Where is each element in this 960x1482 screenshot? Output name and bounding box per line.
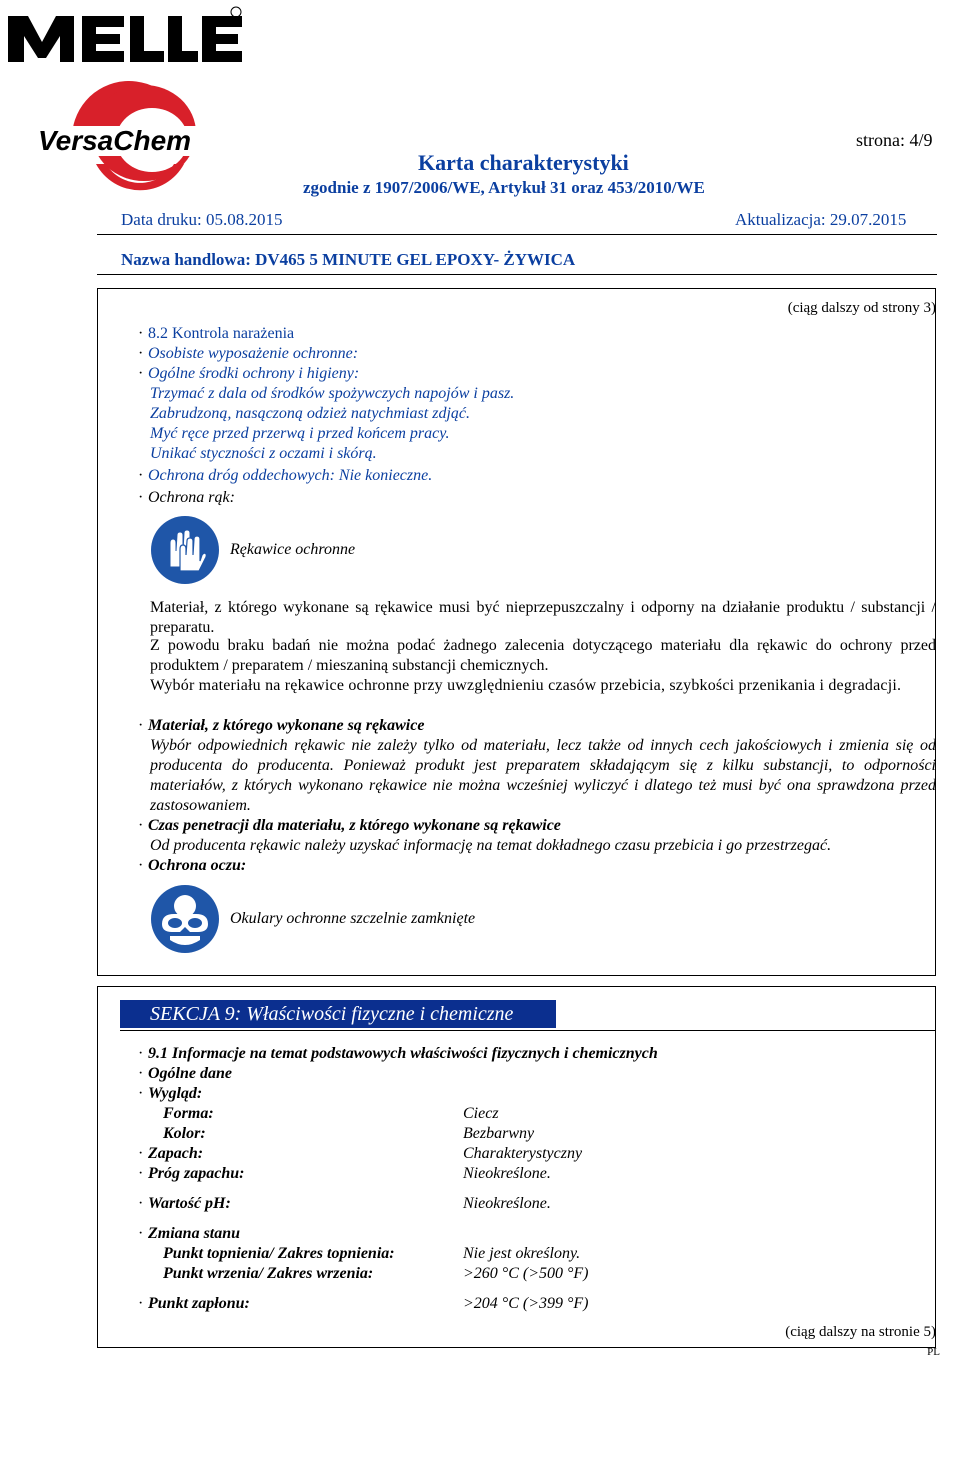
glove-material-label: · Materiał, z którego wykonane są rękawice xyxy=(138,717,425,734)
flash-point-label: · Punkt zapłonu: xyxy=(138,1295,250,1312)
glove-material-paragraph: Wybór odpowiednich rękawic nie zależy tylko od materiału, lecz także od innych cech jakościowych i zmienia się od producenta do producenta. Ponieważ produkt jest preparatem składającym się z kilku substancji, to odporności materiałów, z których wykonano rękawice nie można wcześniej wyliczyć i dlatego też musi być ona sprawdzona przed zastosowaniem. xyxy=(150,737,936,814)
flash-point-value: >204 °C (>399 °F) xyxy=(463,1295,589,1312)
hygiene-line: Trzymać z dala od środków spożywczych napojów i pasz. xyxy=(150,385,515,402)
goggles-label: Okulary ochronne szczelnie zamknięte xyxy=(230,910,476,927)
hygiene-line: Unikać styczności z oczami i skórą. xyxy=(150,445,377,462)
odour-label: · Zapach: xyxy=(138,1145,204,1162)
document-subtitle: zgodnie z 1907/2006/WE, Artykuł 31 oraz 453/2010/WE xyxy=(303,178,705,197)
section-9-divider xyxy=(120,1030,936,1031)
hygiene-heading: · Ogólne środki ochrony i higieny: xyxy=(138,365,360,382)
state-change-label: · Zmiana stanu xyxy=(138,1225,241,1242)
hand-paragraph: Wybór materiału na rękawice ochronne przy uwzględnieniu czasów przebicia, szybkości przenikania i degradacji. xyxy=(150,677,902,694)
form-value: Ciecz xyxy=(463,1105,499,1122)
exposure-heading: · 8.2 Kontrola narażenia xyxy=(138,325,295,342)
melle-logo xyxy=(8,6,243,64)
respiratory-protection: · Ochrona dróg oddechowych: Nie konieczne. xyxy=(138,467,433,484)
boiling-label: Punkt wrzenia/ Zakres wrzenia: xyxy=(163,1265,374,1282)
versachem-logo xyxy=(34,78,214,198)
appearance-label: · Wygląd: xyxy=(138,1085,203,1102)
ppe-heading: · Osobiste wyposażenie ochronne: xyxy=(138,345,359,362)
hygiene-line: Zabrudzoną, nasączoną odzież natychmiast zdjąć. xyxy=(150,405,470,422)
trade-name-divider xyxy=(97,274,937,275)
color-value: Bezbarwny xyxy=(463,1125,535,1142)
update-date: Aktualizacja: 29.07.2015 xyxy=(735,210,907,229)
penetration-label: · Czas penetracji dla materiału, z którego wykonane są rękawice xyxy=(138,817,561,834)
trade-name: Nazwa handlowa: DV465 5 MINUTE GEL EPOXY- ŻYWICA xyxy=(121,250,576,269)
svg-text:VersaChem: VersaChem xyxy=(38,125,192,156)
eye-protection-label: · Ochrona oczu: xyxy=(138,857,247,874)
boiling-value: >260 °C (>500 °F) xyxy=(463,1265,589,1282)
document-title: Karta charakterystyki xyxy=(418,150,629,175)
gloves-icon xyxy=(150,515,220,585)
odour-threshold-label: · Próg zapachu: xyxy=(138,1165,245,1182)
odour-threshold-value: Nieokreślone. xyxy=(463,1165,551,1182)
hand-paragraph: Z powodu braku badań nie można podać żadnego zalecenia dotyczącego materiału dla rękawic do ochrony przed produktem / preparatem / mieszaniną substancji chemicznych. xyxy=(150,637,936,674)
color-label: Kolor: xyxy=(163,1125,206,1142)
section-9-title: SEKCJA 9: Właściwości fizyczne i chemiczne xyxy=(150,1003,514,1025)
hygiene-line: Myć ręce przed przerwą i przed końcem pracy. xyxy=(150,425,450,442)
melting-label: Punkt topnienia/ Zakres topnienia: xyxy=(163,1245,395,1262)
hand-protection-label: · Ochrona rąk: xyxy=(138,489,235,506)
gloves-label: Rękawice ochronne xyxy=(230,541,356,558)
continued-to: (ciąg dalszy na stronie 5) xyxy=(785,1324,936,1340)
hand-paragraph: Materiał, z którego wykonane są rękawice musi być nieprzepuszczalny i odporny na działanie produktu / substancji / preparatu. xyxy=(150,599,936,636)
ph-label: · Wartość pH: xyxy=(138,1195,231,1212)
properties-heading: · 9.1 Informacje na temat podstawowych właściwości fizycznych i chemicznych xyxy=(138,1045,658,1062)
penetration-text: Od producenta rękawic należy uzyskać informację na temat dokładnego czasu przebicia i go przestrzegać. xyxy=(150,837,832,854)
general-data: · Ogólne dane xyxy=(138,1065,232,1082)
continued-from: (ciąg dalszy od strony 3) xyxy=(787,300,936,316)
melting-value: Nie jest określony. xyxy=(463,1245,581,1262)
form-label: Forma: xyxy=(163,1105,214,1122)
odour-value: Charakterystyczny xyxy=(463,1145,583,1162)
ph-value: Nieokreślone. xyxy=(463,1195,551,1212)
language-tag: PL xyxy=(927,1346,940,1358)
page-number: strona: 4/9 xyxy=(856,130,933,150)
header-divider xyxy=(97,234,937,235)
print-date: Data druku: 05.08.2015 xyxy=(121,210,283,229)
goggles-icon xyxy=(150,884,220,954)
